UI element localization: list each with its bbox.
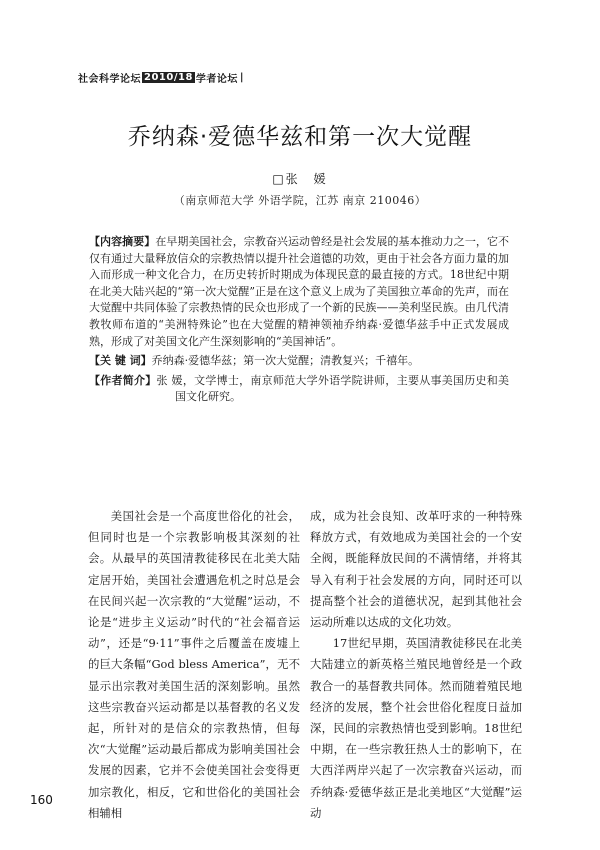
keywords-label: 【关 键 词】 [89,354,152,368]
article-author: □张 媛 [272,172,328,186]
keywords-text: 乔纳森·爱德华兹；第一次大觉醒；清教复兴；千禧年。 [151,354,420,368]
issue-badge: 2010/18 [144,72,193,83]
author-bio-text: 张 媛，文学博士，南京师范大学外语学院讲师，主要从事美国历史和美国文化研究。 [156,373,510,404]
author-bio [89,373,509,406]
article-meta [89,234,509,406]
body-column-left [88,506,300,824]
section-name: 学者论坛 [195,74,238,85]
page-number: 160 [30,793,53,807]
running-header [78,70,244,85]
body-paragraph: 17世纪早期，英国清教徒移民在北美大陆建立的新英格兰殖民地曾经是一个政教合一的基督教共同体。然而随着殖民地经济的发展，整个社会世俗化程度日益加深，民间的宗教热情也受到影响。18世纪中期，在一些宗教狂热人士的影响下，在大西洋两岸兴起了一次宗教奋兴运动，而乔纳森·爱德华兹正是北美地区“大觉醒”运动 [310,636,522,820]
abstract [89,234,509,350]
header-divider: | [239,72,245,83]
author-bio-label: 【作者简介】 [89,373,157,387]
journal-name: 社会科学论坛 [78,74,141,85]
body-paragraph-continued: 成，成为社会良知、改革吁求的一种特殊释放方式，有效地成为美国社会的一个安全阀，既能释放民间的不满情绪，并将其导入有利于社会发展的方向，同时还可以提高整个社会的道德状况，起到其他社会运动所难以达成的文化功效。 [310,509,522,630]
abstract-label: 【内容摘要】 [89,235,156,248]
keywords [89,353,509,370]
body-paragraph: 美国社会是一个高度世俗化的社会，但同时也是一个宗教影响极其深刻的社会。从最早的英国清教徒移民在北美大陆定居开始，美国社会遭遇危机之时总是会在民间兴起一次宗教的“大觉醒”运动，不论是“进步主义运动”时代的“社会福音运动”，还是“9·11”事件之后覆盖在废墟上的巨大条幅“God bless America”，无不显示出宗教对美国生活的深刻影响。虽然这些宗教奋兴运动都是以基督教的名义发起，所针对的是信众的宗教热情，但每次“大觉醒”运动最后都成为影响美国社会发展的因素，它并不会使美国社会变得更加宗教化，相反，它和世俗化的美国社会相辅相 [88,509,300,820]
abstract-text: 在早期美国社会，宗教奋兴运动曾经是社会发展的基本推动力之一，它不仅有通过大量释放信众的宗教热情以提升社会道德的功效，更由于社会各方面力量的加入而形成一种文化合力，在历史转折时期成为体现民意的最直接的方式。18世纪中期在北美大陆兴起的“第一次大觉醒”正是在这个意义上成为了美国独立革命的先声，而在大觉醒中共同体验了宗教热情的民众也形成了一个新的民族——美利坚民族。由几代清教牧师布道的“美洲特殊论”也在大觉醒的精神领袖乔纳森·爱德华兹手中正式发展成熟，形成了对美国文化产生深刻影响的“美国神话”。 [89,235,510,348]
body-column-right [310,506,522,824]
article-title: 乔纳森·爱德华兹和第一次大觉醒 [127,124,473,150]
author-affiliation: （南京师范大学 外语学院，江苏 南京 210046） [173,194,427,207]
